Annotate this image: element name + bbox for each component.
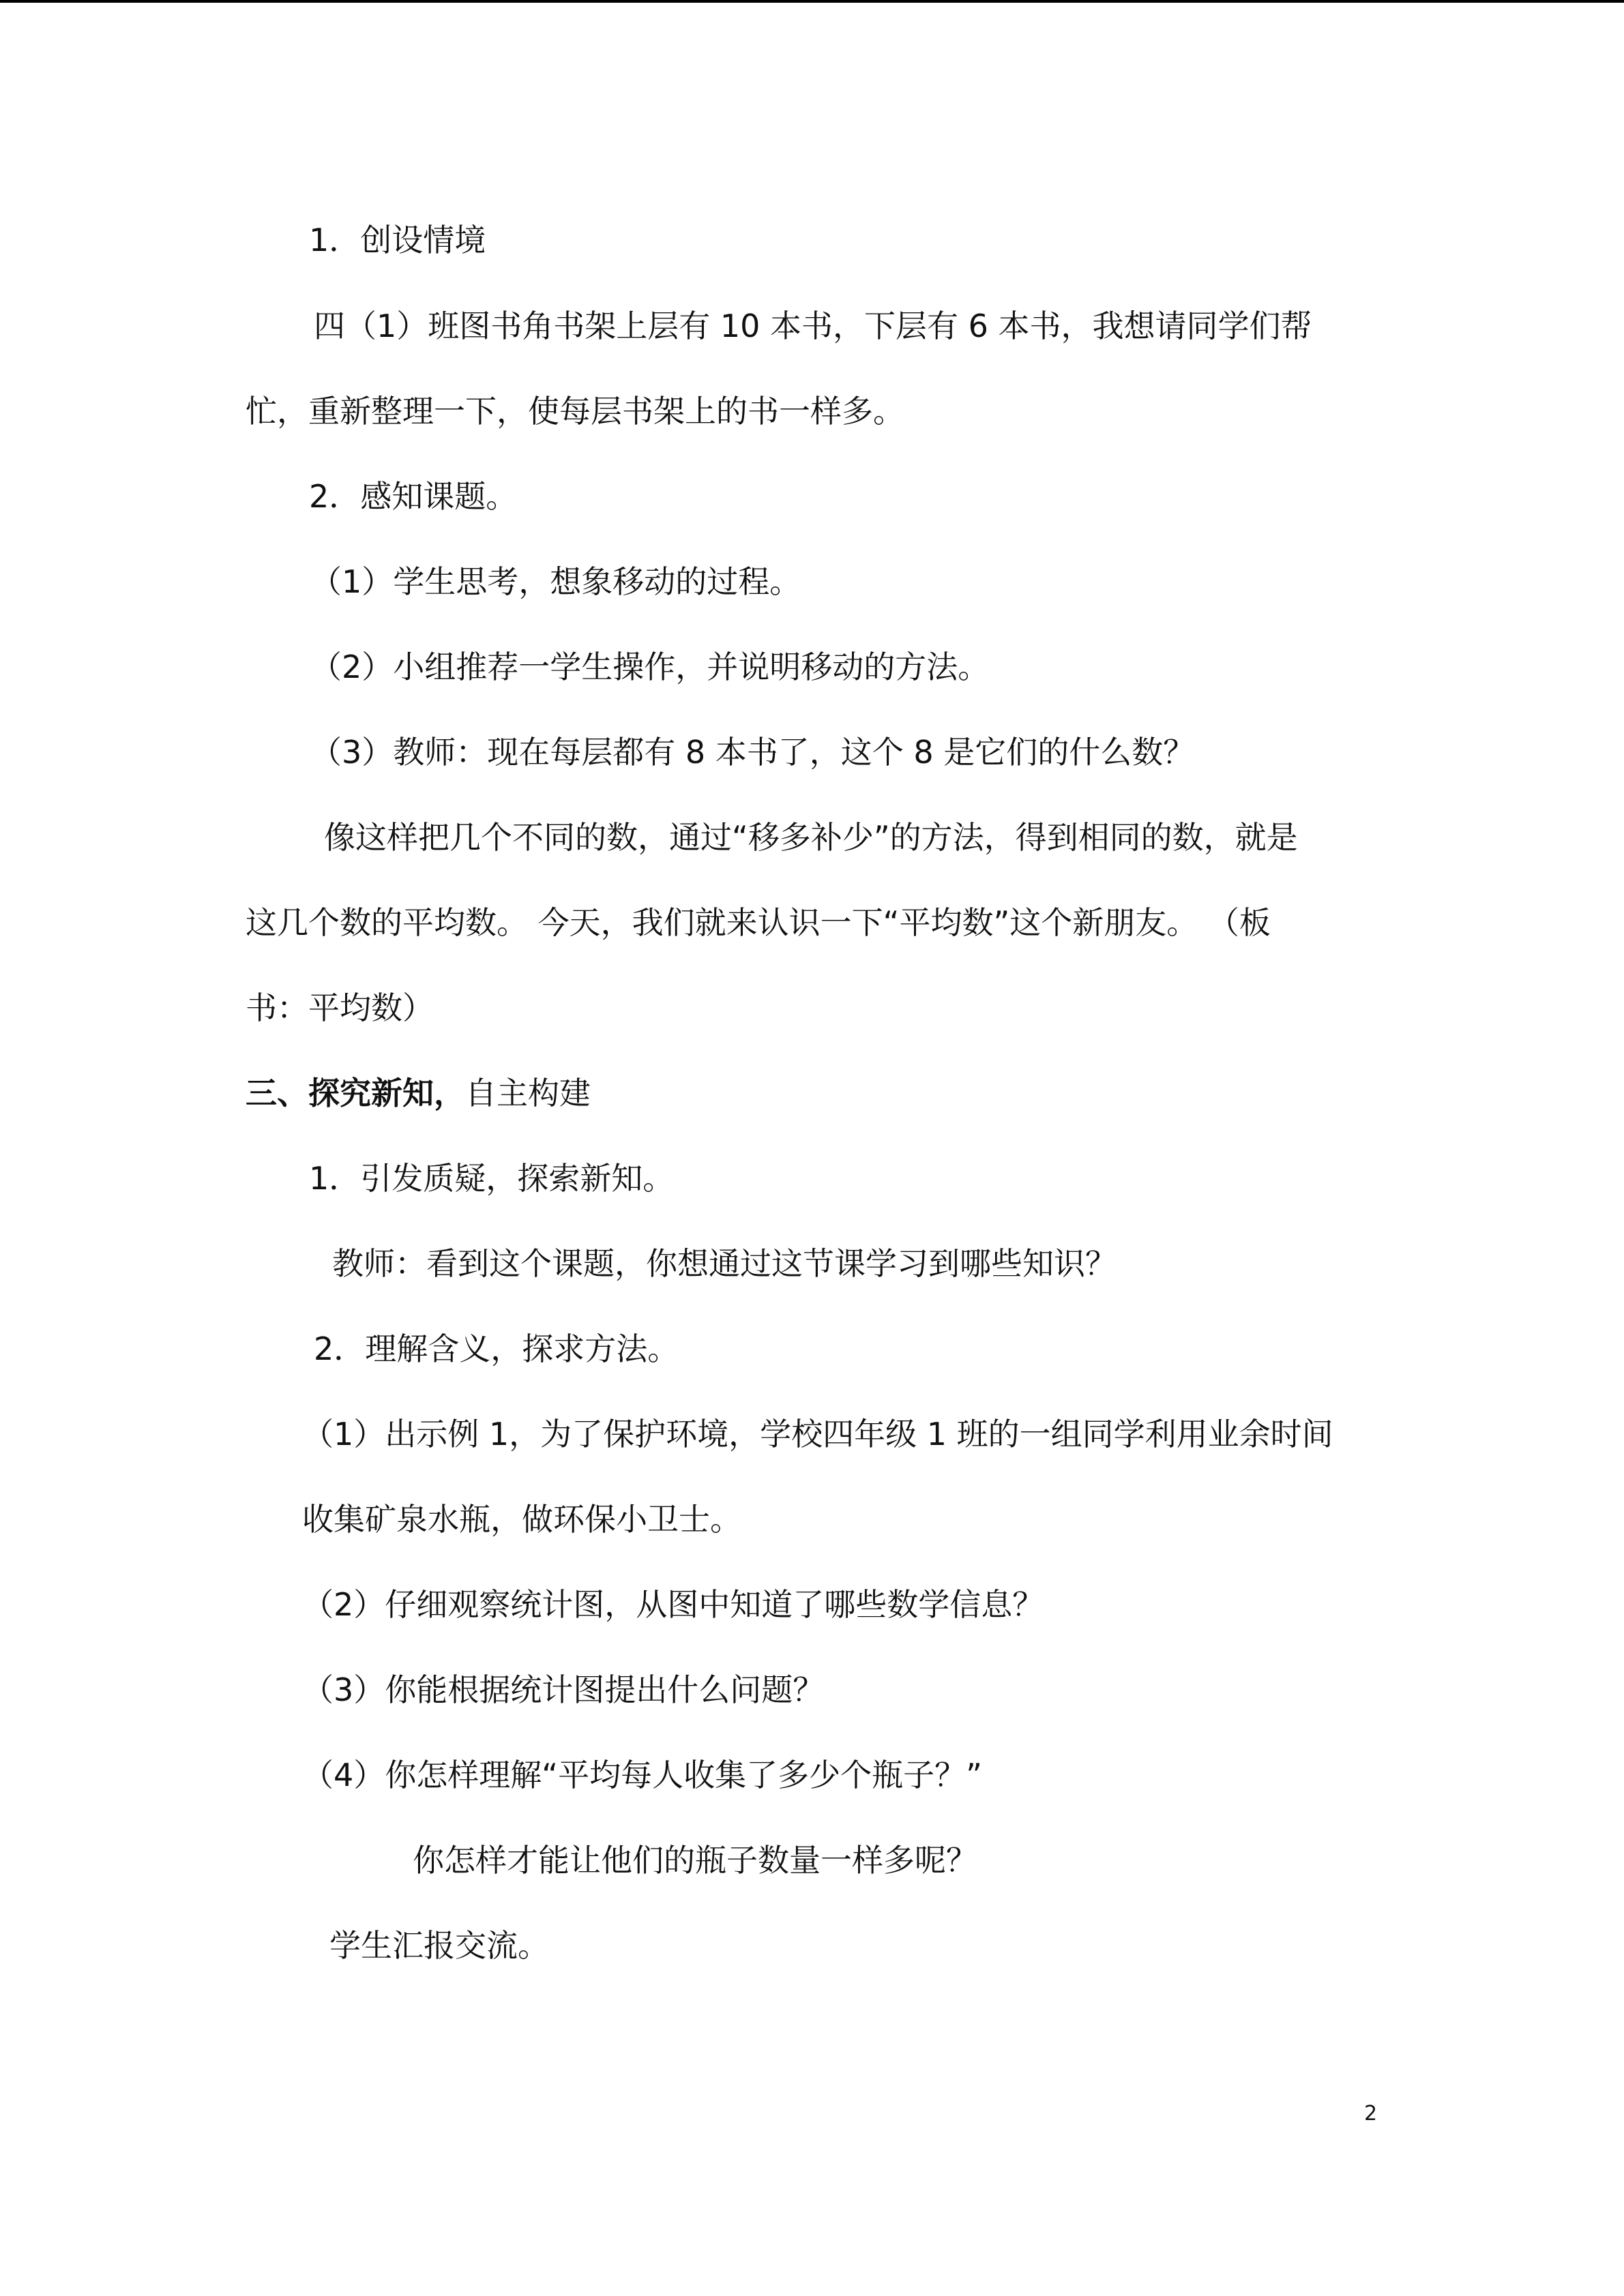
text-line: （3）你能根据统计图提出什么问题？ <box>302 1671 825 1708</box>
page-number: 2 <box>1364 2102 1378 2126</box>
text-line: 学生汇报交流。 <box>329 1927 549 1964</box>
text-line: 2．理解含义，探求方法。 <box>314 1330 679 1367</box>
section-heading <box>246 1073 591 1114</box>
text-line: （1）出示例 1，为了保护环境，学校四年级 1 班的一组同学利用业余时间 <box>302 1416 1333 1452</box>
text-line: （3）教师：现在每层都有 8 本书了，这个 8 是它们的什么数？ <box>310 734 1195 771</box>
text-line: 2．感知课题。 <box>309 478 518 515</box>
text-line: （2）仔细观察统计图，从图中知道了哪些数学信息？ <box>302 1586 1044 1623</box>
text-line: 1．引发质疑，探索新知。 <box>309 1160 675 1197</box>
text-line: 你怎样才能让他们的瓶子数量一样多呢？ <box>413 1842 977 1879</box>
text-line: 书：平均数） <box>246 989 434 1026</box>
top-border <box>0 0 1624 3</box>
text-line: （4）你怎样理解“平均每人收集了多少个瓶子？” <box>302 1757 982 1793</box>
text-line: 1．创设情境 <box>309 222 486 258</box>
text-line: 四（1）班图书角书架上层有 10 本书，下层有 6 本书，我想请同学们帮 <box>314 308 1312 344</box>
text-line: 像这样把几个不同的数，通过“移多补少”的方法，得到相同的数，就是 <box>324 819 1298 856</box>
section-heading-normal: 自主构建 <box>465 1075 591 1112</box>
text-line: 教师：看到这个课题，你想通过这节课学习到哪些知识？ <box>332 1245 1117 1282</box>
text-line: （1）学生思考，想象移动的过程。 <box>310 563 801 600</box>
section-heading-bold: 三、探究新知， <box>246 1075 465 1112</box>
text-line: （2）小组推荐一学生操作，并说明移动的方法。 <box>310 648 990 685</box>
text-line: 忙，重新整理一下，使每层书架上的书一样多。 <box>246 393 904 430</box>
text-line: 这几个数的平均数。 今天，我们就来认识一下“平均数”这个新朋友。 （板 <box>246 904 1271 941</box>
text-line: 收集矿泉水瓶，做环保小卫士。 <box>302 1501 741 1538</box>
